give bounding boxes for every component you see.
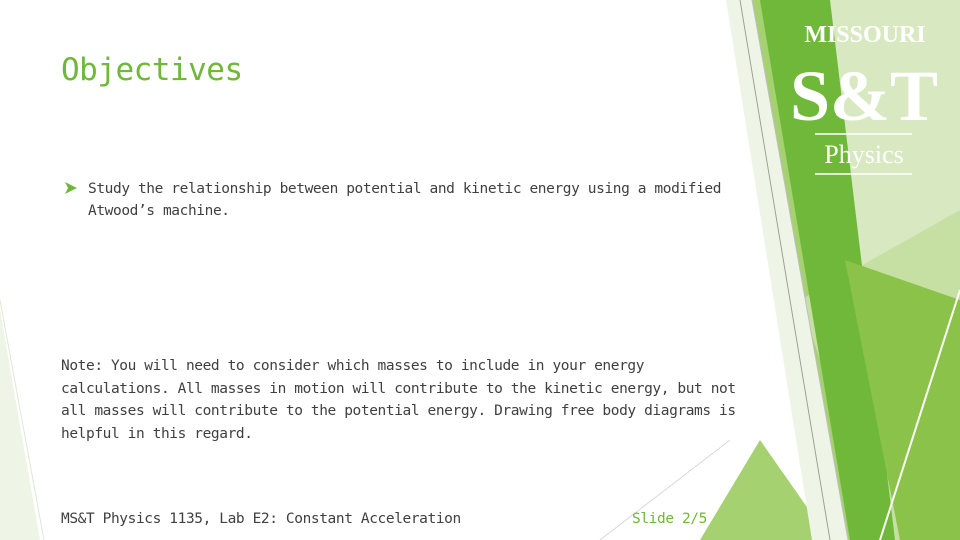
objective-text: Study the relationship between potential and kinetic energy using a modified Atwood’s machine. bbox=[88, 181, 722, 219]
logo-physics-text: Physics bbox=[824, 140, 904, 169]
note-text: Note: You will need to consider which masses to include in your energy calculations. All masses in motion will contribute to the kinetic energy, but not all masses will contribute to the potential energy. Drawing free body diagrams is helpful in this regard. bbox=[61, 358, 736, 442]
left-faint-shape bbox=[0, 310, 40, 540]
arrow-triangle-bullet-icon bbox=[64, 181, 78, 195]
missouri-st-physics-logo bbox=[789, 20, 939, 180]
slide-title: Objectives bbox=[61, 52, 243, 88]
logo-st-text: S&T bbox=[789, 56, 939, 136]
slide-number: Slide 2/5 bbox=[632, 511, 707, 527]
logo-missouri-text: MISSOURI bbox=[804, 22, 926, 48]
footer-course-label: MS&T Physics 1135, Lab E2: Constant Acceleration bbox=[61, 511, 461, 527]
